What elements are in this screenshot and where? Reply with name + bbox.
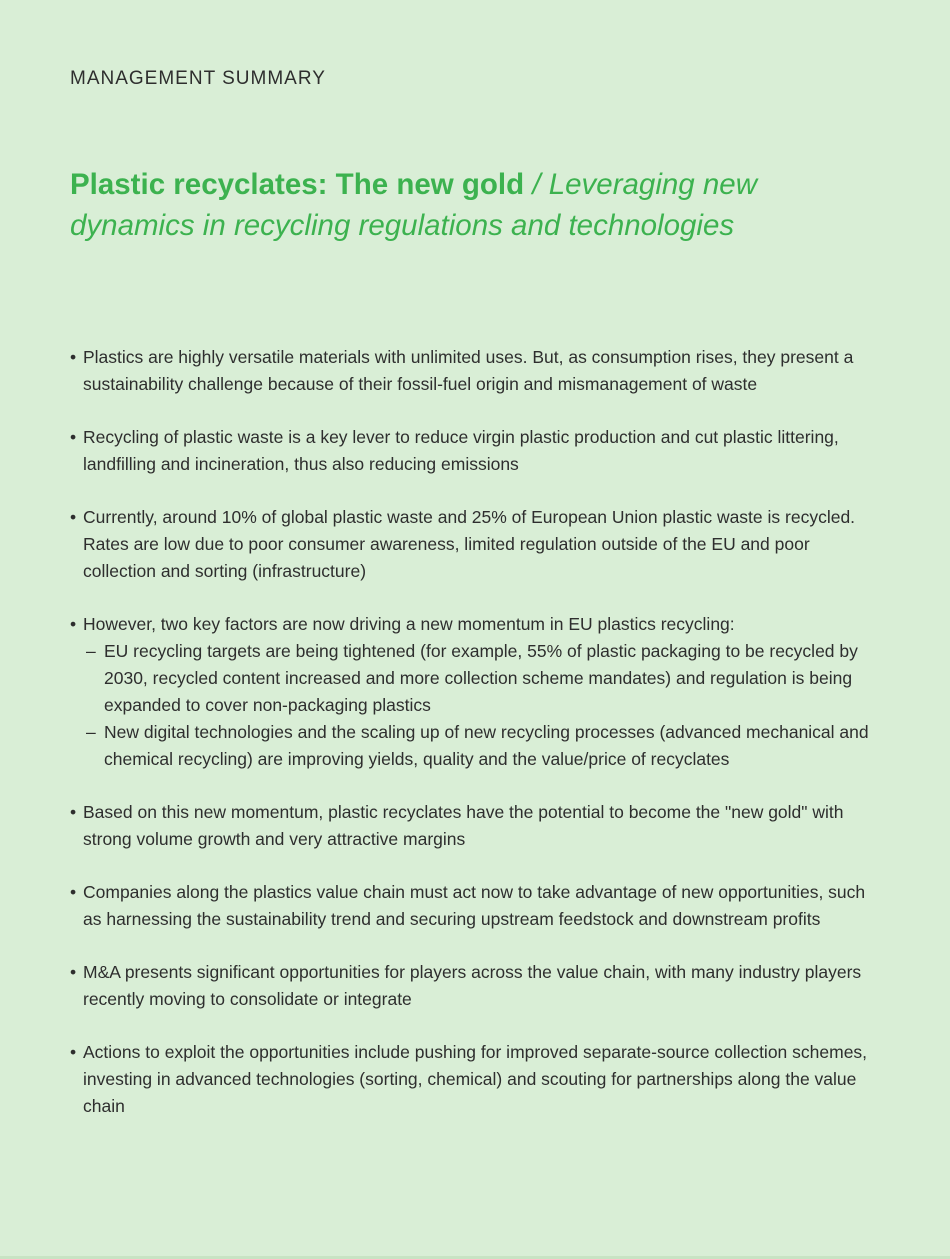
bullet-text: Currently, around 10% of global plastic waste and 25% of European Union plastic waste is recycled. Rates are low due to poor consumer awareness, limited regulation outside of the EU and poor collection and sorting (infrastructure) [83, 507, 856, 581]
bullet-dot-icon: • [70, 802, 77, 822]
bullet-text: Recycling of plastic waste is a key lever to reduce virgin plastic production and cut plastic littering, landfilling and incineration, thus also reducing emissions [83, 427, 839, 474]
title-separator: / [524, 168, 549, 201]
bullet-dot-icon: • [70, 507, 77, 527]
dash-icon: – [86, 641, 96, 661]
bullet-item [70, 424, 870, 478]
bullet-text: Actions to exploit the opportunities include pushing for improved separate-source collection schemes, investing in advanced technologies (sorting, chemical) and scouting for partnerships along the value chain [83, 1042, 868, 1116]
sub-bullet-item [86, 719, 870, 773]
bullet-item [70, 344, 870, 398]
bullet-text: M&A presents significant opportunities for players across the value chain, with many industry players recently moving to consolidate or integrate [83, 962, 862, 1009]
dash-icon: – [86, 722, 96, 742]
summary-bullet-list [70, 344, 870, 1146]
page-title [70, 164, 830, 246]
bullet-item [70, 879, 870, 933]
title-subtitle: Leveraging new dynamics in recycling regulations and technologies [70, 168, 758, 242]
bullet-item [70, 1039, 870, 1120]
bullet-dot-icon: • [70, 614, 77, 634]
bullet-text: Based on this new momentum, plastic recyclates have the potential to become the "new gold" with strong volume growth and very attractive margins [83, 802, 844, 849]
sub-bullet-item [86, 638, 870, 719]
section-label: MANAGEMENT SUMMARY [70, 68, 326, 89]
bullet-dot-icon: • [70, 427, 77, 447]
sub-bullet-text: EU recycling targets are being tightened (for example, 55% of plastic packaging to be recycled by 2030, recycled content increased and more collection scheme mandates) and regulation is being expanded to cover non-packaging plastics [104, 641, 858, 715]
bullet-item [70, 611, 870, 773]
bullet-dot-icon: • [70, 882, 77, 902]
bullet-text: Plastics are highly versatile materials with unlimited uses. But, as consumption rises, they present a sustainability challenge because of their fossil-fuel origin and mismanagement of waste [83, 347, 854, 394]
bullet-dot-icon: • [70, 347, 77, 367]
bullet-item [70, 799, 870, 853]
bullet-item [70, 504, 870, 585]
sub-bullet-list [83, 638, 870, 773]
bullet-item [70, 959, 870, 1013]
bullet-text: Companies along the plastics value chain must act now to take advantage of new opportunities, such as harnessing the sustainability trend and securing upstream feedstock and downstream profits [83, 882, 866, 929]
bullet-dot-icon: • [70, 1042, 77, 1062]
sub-bullet-text: New digital technologies and the scaling up of new recycling processes (advanced mechanical and chemical recycling) are improving yields, quality and the value/price of recyclates [104, 722, 869, 769]
bullet-dot-icon: • [70, 962, 77, 982]
title-main: Plastic recyclates: The new gold [70, 168, 525, 201]
bullet-text: However, two key factors are now driving a new momentum in EU plastics recycling: [83, 614, 735, 634]
